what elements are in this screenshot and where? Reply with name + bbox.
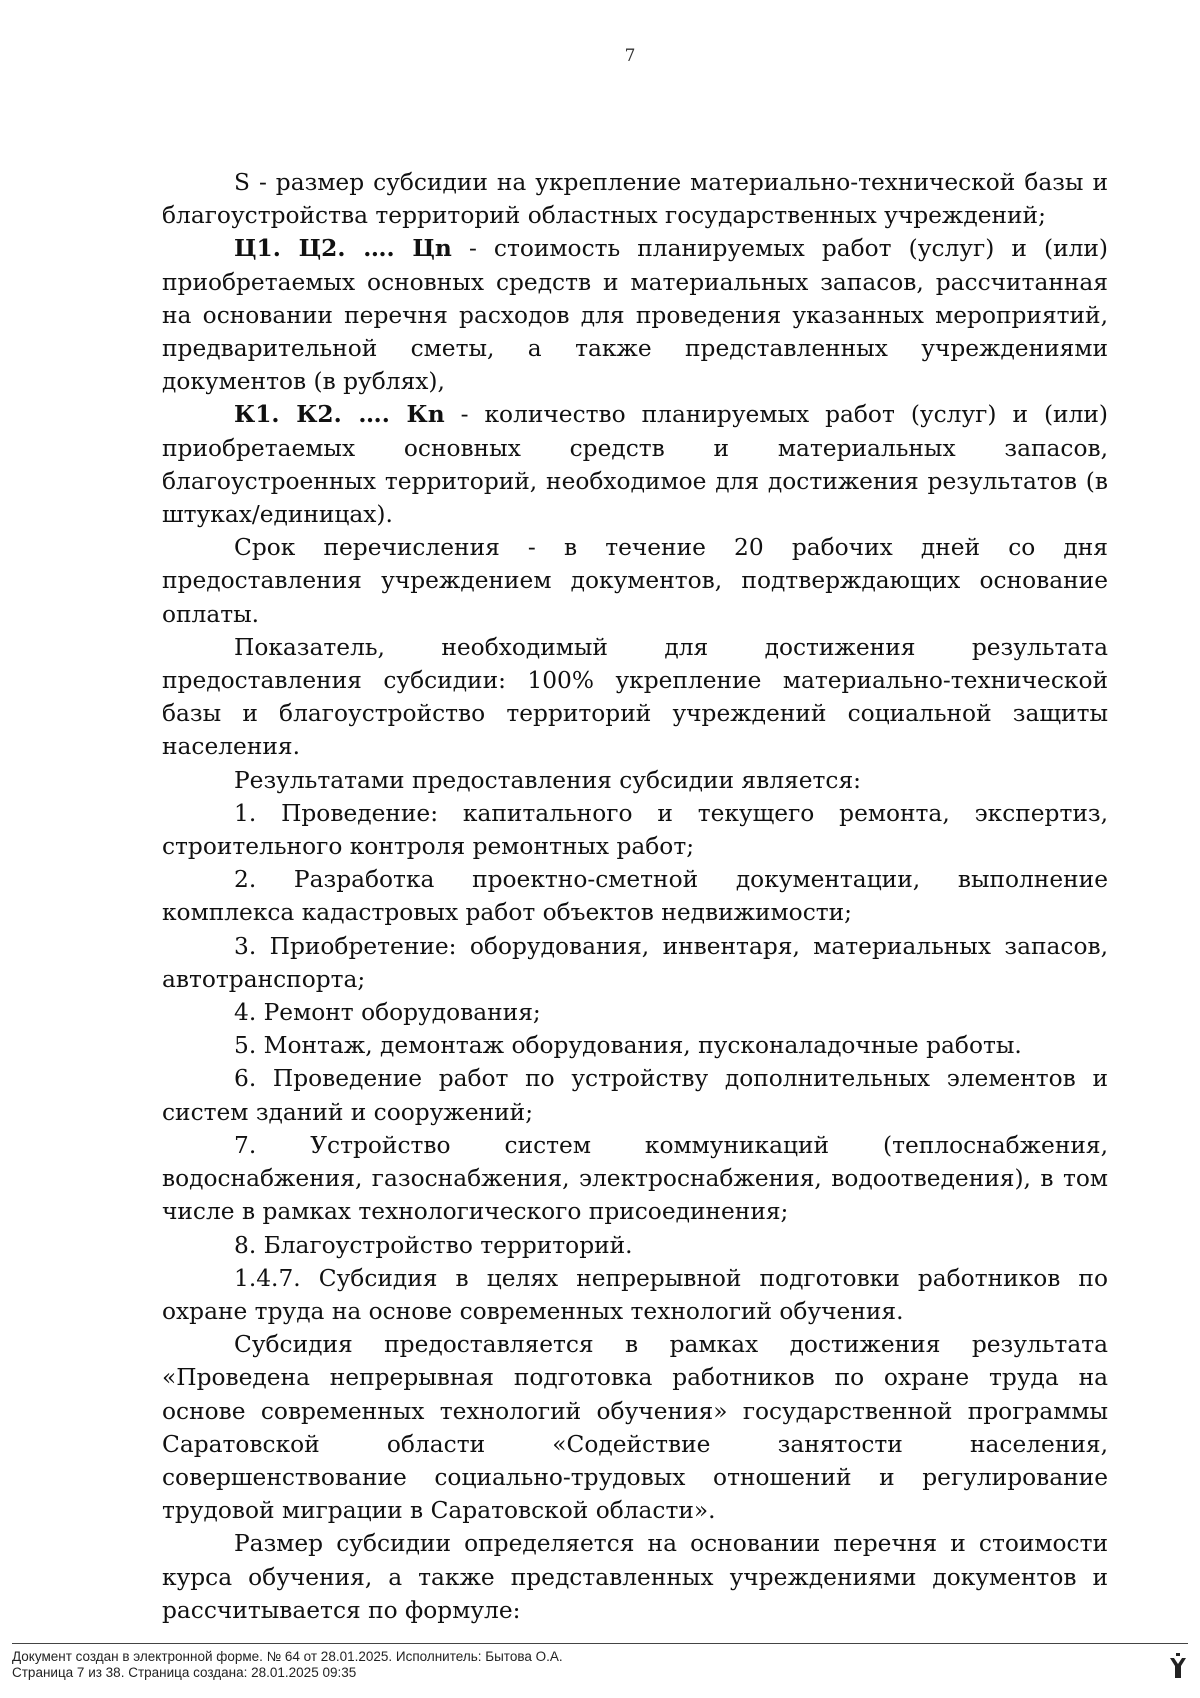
paragraph-subsidy-program: Субсидия предоставляется в рамках достижения результата «Проведена непрерывная подготовка работников по охране труда на основе современных технологий обучения» государственной программы Саратовской области «Содействие занятости населения, совершенствование социально-трудовых отношений и регулирование трудовой миграции в Саратовской области». [162, 1331, 1108, 1525]
list-item-7: 7. Устройство систем коммуникаций (теплоснабжения, водоснабжения, газоснабжения, электроснабжения, водоотведения), в том числе в рамках технологического присоединения; [162, 1131, 1108, 1226]
paragraph-s-definition: S - размер субсидии на укрепление материально-технической базы и благоустройства территорий областных государственных учреждений; [162, 169, 1108, 230]
list-item-8: 8. Благоустройство территорий. [234, 1231, 633, 1259]
paragraph-indicator: Показатель, необходимый для достижения результата предоставления субсидии: 100% укрепление материально-технической базы и благоустройство территорий учреждений социальной защиты населения. [162, 633, 1108, 761]
footer-divider [12, 1643, 1188, 1644]
document-body [162, 166, 1108, 1627]
page-number: 7 [624, 46, 636, 66]
paragraph-results-intro: Результатами предоставления субсидии является: [234, 766, 861, 794]
paragraph-transfer-term: Срок перечисления - в течение 20 рабочих дней со дня предоставления учреждением документов, подтверждающих основание оплаты. [162, 534, 1108, 628]
paragraph-section-147: 1.4.7. Субсидия в целях непрерывной подготовки работников по охране труда на основе современных технологий обучения. [162, 1264, 1108, 1325]
list-item-2: 2. Разработка проектно-сметной документации, выполнение комплекса кадастровых работ объектов недвижимости; [162, 866, 1108, 927]
coat-of-arms-icon [1167, 1652, 1189, 1682]
list-item-4: 4. Ремонт оборудования; [234, 999, 541, 1027]
document-footer [12, 1649, 1132, 1681]
footer-line-1: Документ создан в электронной форме. № 64 от 28.01.2025. Исполнитель: Бытова О.А. [12, 1649, 563, 1664]
list-item-3: 3. Приобретение: оборудования, инвентаря, материальных запасов, автотранспорта; [162, 932, 1108, 993]
paragraph-c-definition [162, 232, 1108, 398]
paragraph-k-definition [162, 398, 1108, 531]
variable-c-symbols: Ц1. Ц2. …. Цn [234, 235, 452, 263]
list-item-5: 5. Монтаж, демонтаж оборудования, пусконаладочные работы. [234, 1032, 1022, 1060]
list-item-6: 6. Проведение работ по устройству дополнительных элементов и систем зданий и сооружений; [162, 1065, 1108, 1126]
footer-line-2: Страница 7 из 38. Страница создана: 28.01.2025 09:35 [12, 1665, 357, 1680]
variable-c-text: - стоимость планируемых работ (услуг) и (или) приобретаемых основных средств и материальных запасов, рассчитанная на основании перечня расходов для проведения указанных мероприятий, предварительной сметы, а также представленных учреждениями документов (в рублях), [162, 235, 1109, 396]
list-item-1: 1. Проведение: капитального и текущего ремонта, экспертиз, строительного контроля ремонтных работ; [162, 799, 1108, 861]
paragraph-subsidy-formula-intro: Размер субсидии определяется на основании перечня и стоимости курса обучения, а также представленных учреждениями документов и рассчитывается по формуле: [162, 1530, 1108, 1624]
variable-k-symbols: К1. К2. …. Кn [234, 401, 445, 429]
variable-k-text: - количество планируемых работ (услуг) и (или) приобретаемых основных средств и материальных запасов, благоустроенных территорий, необходимое для достижения результатов (в штуках/единицах). [162, 401, 1108, 529]
